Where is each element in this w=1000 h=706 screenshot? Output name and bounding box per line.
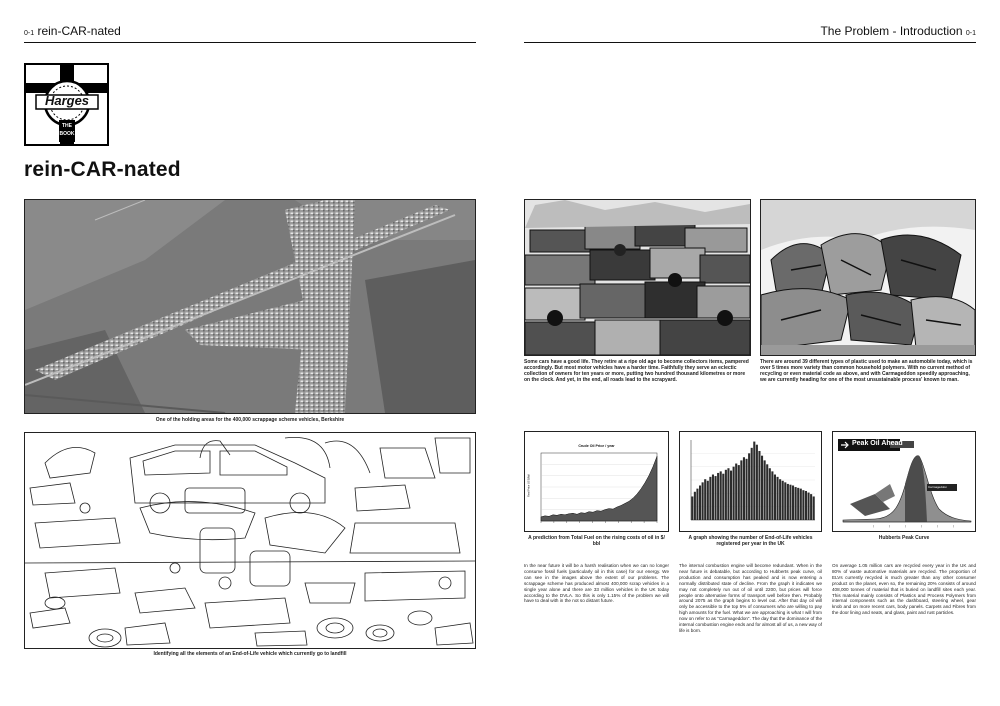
elv-bar [699,485,701,520]
scrapyard-photo [524,199,751,356]
elv-bar [795,487,797,520]
scrapyard-caption: Some cars have a good life. They retire at a ripe old age to become collectors items, pampered accordingly. But most motor vehicles have a harder time. Faithfully they serve an eclectic collection of owners for ten years or more, putting two hundred thousand kilometres or more on the clock. And yet, in the end, all roads lead to the scrapyard. [524,359,749,383]
elv-bar [691,496,693,520]
parts-drawing-caption: Identifying all the elements of an End-of-Life vehicle which currently go to landfill [153,651,347,657]
peak-oil-banner: Peak Oil Ahead [852,440,903,447]
aerial-scrappage-photo [24,199,476,414]
elv-bar [696,489,698,520]
elv-bar [702,482,704,520]
hubbert-graph-caption: Hubberts Peak Curve [878,535,930,541]
elv-bar [766,464,768,520]
logo-the: THE [62,123,72,129]
elv-graph-caption: A graph showing the number of End-of-Life vehicles registered per year in the UK [688,535,813,547]
body-text-col2: The internal combustion engine will become redundant. When in the near future is debatable, but according to Hubberts peak curve, oil production and consumption has peaked and is now entering a normally distributed state of decline. From the graph it indicates we may not completely run out of oil until 2200, but prices will force people onto alternative forms of transport well before then. Probably around 2075 as the graph begins to level out. After that day oil will only be accessible to the top 5% of consumers who are willing to pay high amounts for the fuel. What we are approaching is what I will from now on refer to as “Carmageddon”. The day that the dominance of the internal combustion engine ends and for almost all of us, a new way of life is born. [679,563,822,633]
elv-bar [808,493,810,520]
hubbert-chart [835,434,974,530]
svg-text:|: | [937,524,938,528]
elv-bar [769,468,771,520]
elv-bar [761,456,763,520]
elv-bar [810,494,812,520]
logo-name: Harges [44,93,90,108]
elv-bar [748,453,750,520]
elv-bar [707,481,709,520]
oil-price-graph-box [524,431,669,532]
elv-bar [764,460,766,520]
elv-bar [777,477,779,520]
elv-bar [758,451,760,520]
plastic-parts-photo [760,199,976,356]
elv-bar [797,488,799,520]
svg-text:|: | [953,524,954,528]
left-page-number: 0-1 [24,30,35,37]
aerial-photo-caption: One of the holding areas for the 400,000 scrappage scheme vehicles, Berkshire [155,417,345,423]
elv-bar [746,459,748,520]
elv-bar [743,457,745,520]
plastic-caption: There are around 39 different types of plastic used to make an automobile today, which is over 5 times more variety than common household polymers. With no current method of recycling or even material code as above, and with Carmageddon speedily approaching, we are currently heading for one of the most unsustainable process' known to man. [760,359,973,383]
oil-chart-title: Crude Oil Price / year [578,444,615,448]
left-header-title: rein-CAR-nated [37,24,121,38]
page-title: rein-CAR-nated [24,158,181,181]
elv-bar [771,471,773,520]
elv-bar [738,465,740,520]
body-text-col3: On average 1.05 million cars are recycled every year in the UK and 80% of waste automotive materials are recycled. The proportion of ELVs currently recycled is much greater than any other consumer product on the planet, even so, the remaining 20% consists of around 408,000 tonnes of material that is buried on landfill sites each year. This material mainly consists of Plastics and Process Polymers from internal components such as the dashboard, steering wheel, gear knob and on more recent cars, body panels. Carpets and Fibres from the door lining and seats, and glass, paint and rust particles. [832,563,976,616]
elv-bar [720,471,722,520]
elv-bar [774,475,776,520]
right-page-header [820,24,976,38]
elv-bar [800,489,802,520]
elv-bar [717,473,719,520]
elv-bar [802,490,804,520]
svg-text:|: | [921,524,922,528]
carmageddon-tag: Carmageddon [928,485,948,489]
svg-text:|: | [905,524,906,528]
elv-bar [789,485,791,520]
oil-chart-ylabel: Real Price US $/bbl [527,474,531,497]
left-page-header [24,24,121,38]
elv-bar [784,482,786,520]
elv-bar [792,485,794,520]
right-page-number: 0-1 [965,30,976,37]
elv-bar [751,448,753,520]
elv-bar [733,467,735,520]
body-text-col1: In the near future it will be a harsh realisation when we can no longer consume fossil fuels (particularly oil in this case) for our energy. We can see in the images above the extent of our problems. The scrappage scheme has produced almost 400,000 scrap vehicles in a single year alone and there are 33 million vehicles in the UK today according to the DVLA. So this is only 1.15% of the problem we will have to deal with in the not so distant future. [524,563,669,604]
elv-bar [712,475,714,520]
left-header-rule [24,42,476,43]
hubbert-graph-box [832,431,976,532]
elv-bar [735,464,737,520]
svg-text:|: | [873,524,874,528]
elv-graph-box [679,431,822,532]
logo-book: BOOK [59,131,75,137]
elv-chart [685,438,818,528]
right-header-rule [524,42,976,43]
elv-bar [715,476,717,520]
svg-text:|: | [889,524,890,528]
elv-bar [782,481,784,520]
elv-bar [704,479,706,520]
elv-bar [730,471,732,520]
right-header-title: The Problem - Introduction [820,24,963,38]
elv-bar [727,468,729,520]
oil-graph-caption: A prediction from Total Fuel on the rising costs of oil in $/ bbl [528,535,665,547]
elv-bar [779,479,781,520]
elv-bar [722,474,724,520]
elv-bar [753,442,755,520]
vehicle-parts-drawing [24,432,476,649]
elv-bar [725,470,727,520]
elv-bar [694,492,696,520]
harges-logo [24,63,109,146]
elv-bar [805,491,807,520]
elv-bar [709,477,711,520]
elv-bar [787,484,789,520]
elv-bar [756,445,758,520]
elv-bar [813,496,815,520]
oil-price-chart [535,449,661,527]
elv-bar [740,460,742,520]
